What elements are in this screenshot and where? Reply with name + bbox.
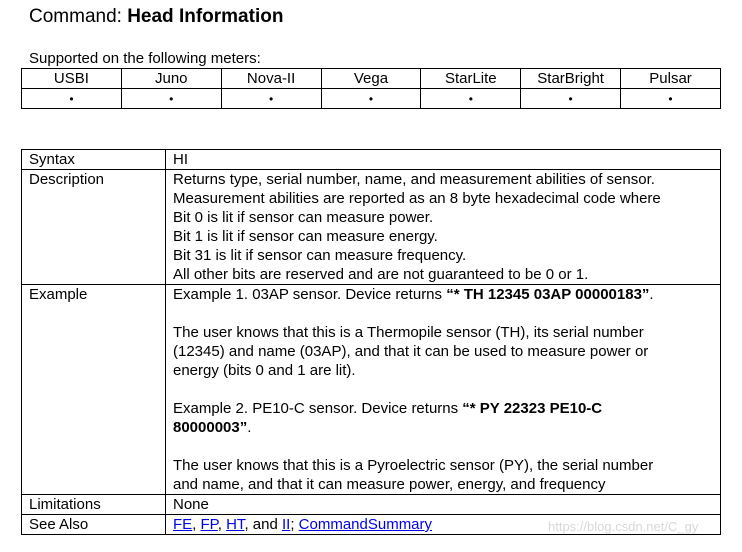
spacer: [173, 304, 720, 323]
see-also-label: See Also: [22, 515, 166, 535]
meter-juno: Juno: [121, 69, 221, 89]
example-2-end: .: [247, 419, 252, 436]
description-label: Description: [22, 170, 166, 285]
syntax-row: [22, 150, 721, 170]
description-line: Returns type, serial number, name, and measurement abilities of sensor.: [173, 171, 655, 188]
limitations-value: None: [166, 495, 721, 515]
title-bold: Head Information: [127, 6, 284, 27]
meter-pulsar: Pulsar: [621, 69, 721, 89]
example-2-explain-line: The user knows that this is a Pyroelectric sensor (PY), the serial number: [173, 457, 654, 474]
example-label: Example: [22, 285, 166, 495]
separator: ,: [192, 516, 201, 533]
spacer: [173, 437, 720, 456]
separator: ;: [290, 516, 299, 533]
meter-starbright: StarBright: [521, 69, 621, 89]
description-line: All other bits are reserved and are not guaranteed to be 0 or 1.: [173, 266, 589, 283]
example-2-explain-line: and name, and that it can measure power, energy, and frequency: [173, 476, 606, 493]
separator: , and: [244, 516, 282, 533]
example-1-explain-line: energy (bits 0 and 1 are lit).: [173, 362, 356, 379]
link-ht[interactable]: HT: [226, 516, 245, 533]
meters-header-row: [22, 69, 721, 89]
link-fp[interactable]: FP: [200, 516, 218, 533]
bullet-icon: •: [421, 89, 521, 109]
link-fe[interactable]: FE: [173, 516, 193, 533]
description-value: [166, 170, 721, 285]
description-line: Bit 0 is lit if sensor can measure power.: [173, 209, 434, 226]
description-line: Measurement abilities are reported as an 8 byte hexadecimal code where: [173, 190, 661, 207]
example-1-explain-line: (12345) and name (03AP), and that it can be used to measure power or: [173, 343, 649, 360]
bullet-icon: •: [621, 89, 721, 109]
meters-table: [21, 68, 721, 109]
title-prefix: Command:: [29, 6, 128, 27]
example-2-line: [173, 399, 720, 418]
example-2-line-cont: [173, 418, 720, 437]
example-2-response-part1: “* PY 22323 PE10-C: [462, 400, 603, 417]
example-1-line: [173, 285, 720, 304]
description-line: Bit 1 is lit if sensor can measure energy.: [173, 228, 438, 245]
link-ii[interactable]: II: [281, 516, 291, 533]
meter-nova-ii: Nova-II: [221, 69, 321, 89]
meter-vega: Vega: [321, 69, 421, 89]
page-title: [29, 6, 283, 28]
example-row: [22, 285, 721, 495]
meter-usbi: USBI: [22, 69, 122, 89]
separator: ,: [217, 516, 227, 533]
bullet-icon: •: [121, 89, 221, 109]
supported-label: Supported on the following meters:: [29, 50, 261, 67]
limitations-row: [22, 495, 721, 515]
bullet-icon: •: [221, 89, 321, 109]
example-value: [166, 285, 721, 495]
example-1-explain-line: The user knows that this is a Thermopile sensor (TH), its serial number: [173, 324, 644, 341]
meters-support-row: [22, 89, 721, 109]
example-1-end: .: [649, 286, 654, 303]
example-2-response-part2: 80000003”: [173, 419, 248, 436]
syntax-label: Syntax: [22, 150, 166, 170]
syntax-value: HI: [166, 150, 721, 170]
command-table: [21, 149, 721, 535]
example-2-text: Example 2. PE10-C sensor. Device returns: [173, 400, 463, 417]
example-1-response: “* TH 12345 03AP 00000183”: [446, 286, 650, 303]
meter-starlite: StarLite: [421, 69, 521, 89]
bullet-icon: •: [521, 89, 621, 109]
bullet-icon: •: [321, 89, 421, 109]
bullet-icon: •: [22, 89, 122, 109]
description-line: Bit 31 is lit if sensor can measure frequency.: [173, 247, 467, 264]
link-command-summary[interactable]: CommandSummary: [298, 516, 433, 533]
watermark: https://blog.csdn.net/C_gy: [548, 519, 699, 534]
description-row: [22, 170, 721, 285]
spacer: [173, 380, 720, 399]
limitations-label: Limitations: [22, 495, 166, 515]
example-1-text: Example 1. 03AP sensor. Device returns: [173, 286, 447, 303]
